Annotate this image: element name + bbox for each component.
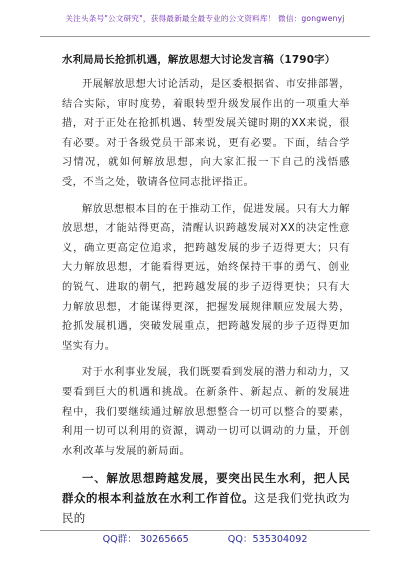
document-body <box>62 52 350 535</box>
section-heading: 一、解放思想跨越发展，要突出民生水利，把人民群众的根本利益放在水利工作首位。 <box>62 471 350 506</box>
footer-qq-group: QQ群： 30265665 <box>102 534 189 545</box>
section-tail: 这是我们党执政为民的 <box>62 491 350 526</box>
header-divider <box>40 36 370 37</box>
paragraph-3: 对于水利事业发展，我们既要看到发展的潜力和动力，又要看到巨大的机遇和挑战。在新条件、新起点、新的发展进程中，我们要继续通过解放思想整合一切可以整合的要素，利用一切可以利用的资源，调动一切可以调动的力量，开创水利改革与发展的新局面。 <box>62 367 350 457</box>
footer-qq: QQ：535304092 <box>227 534 308 545</box>
paragraph-4 <box>62 468 350 528</box>
header-banner: 关注头条号"公文研究"，获得最新最全最专业的公文资料库！ 微信：gongwenyj <box>65 14 345 23</box>
footer <box>40 530 370 550</box>
paragraph-2: 解放思想根本目的在于推动工作，促进发展。只有大力解放思想，才能站得更高，清醒认识跨越发展对XX的决定性意义，确立更高定位追求，把跨越发展的步子迈得更大；只有大力解放思想，才能看得更远，始终保持干事的勇气、创业的锐气、进取的朝气，把跨越发展的步子迈得更快；只有大力解放思想，才能谋得更深，把握发展规律顺应发展大势，抢抓发展机遇，突破发展重点，把跨越发展的步子迈得更加坚实有力。 <box>62 203 350 352</box>
document-title: 水利局局长抢抓机遇，解放思想大讨论发言稿（1790字） <box>62 54 336 66</box>
paragraph-1: 开展解放思想大讨论活动，是区委根据省、市安排部署，结合实际，审时度势，着眼转型升级发展作出的一项重大举措，对于正处在抢抓机遇、转型发展关键时期的XX来说，很有必要。对于各级党员干部来说，更有必要。下面，结合学习情况，就如何解放思想，向大家汇报一下自己的浅悟感受，不当之处，敬请各位同志批评指正。 <box>62 79 350 188</box>
